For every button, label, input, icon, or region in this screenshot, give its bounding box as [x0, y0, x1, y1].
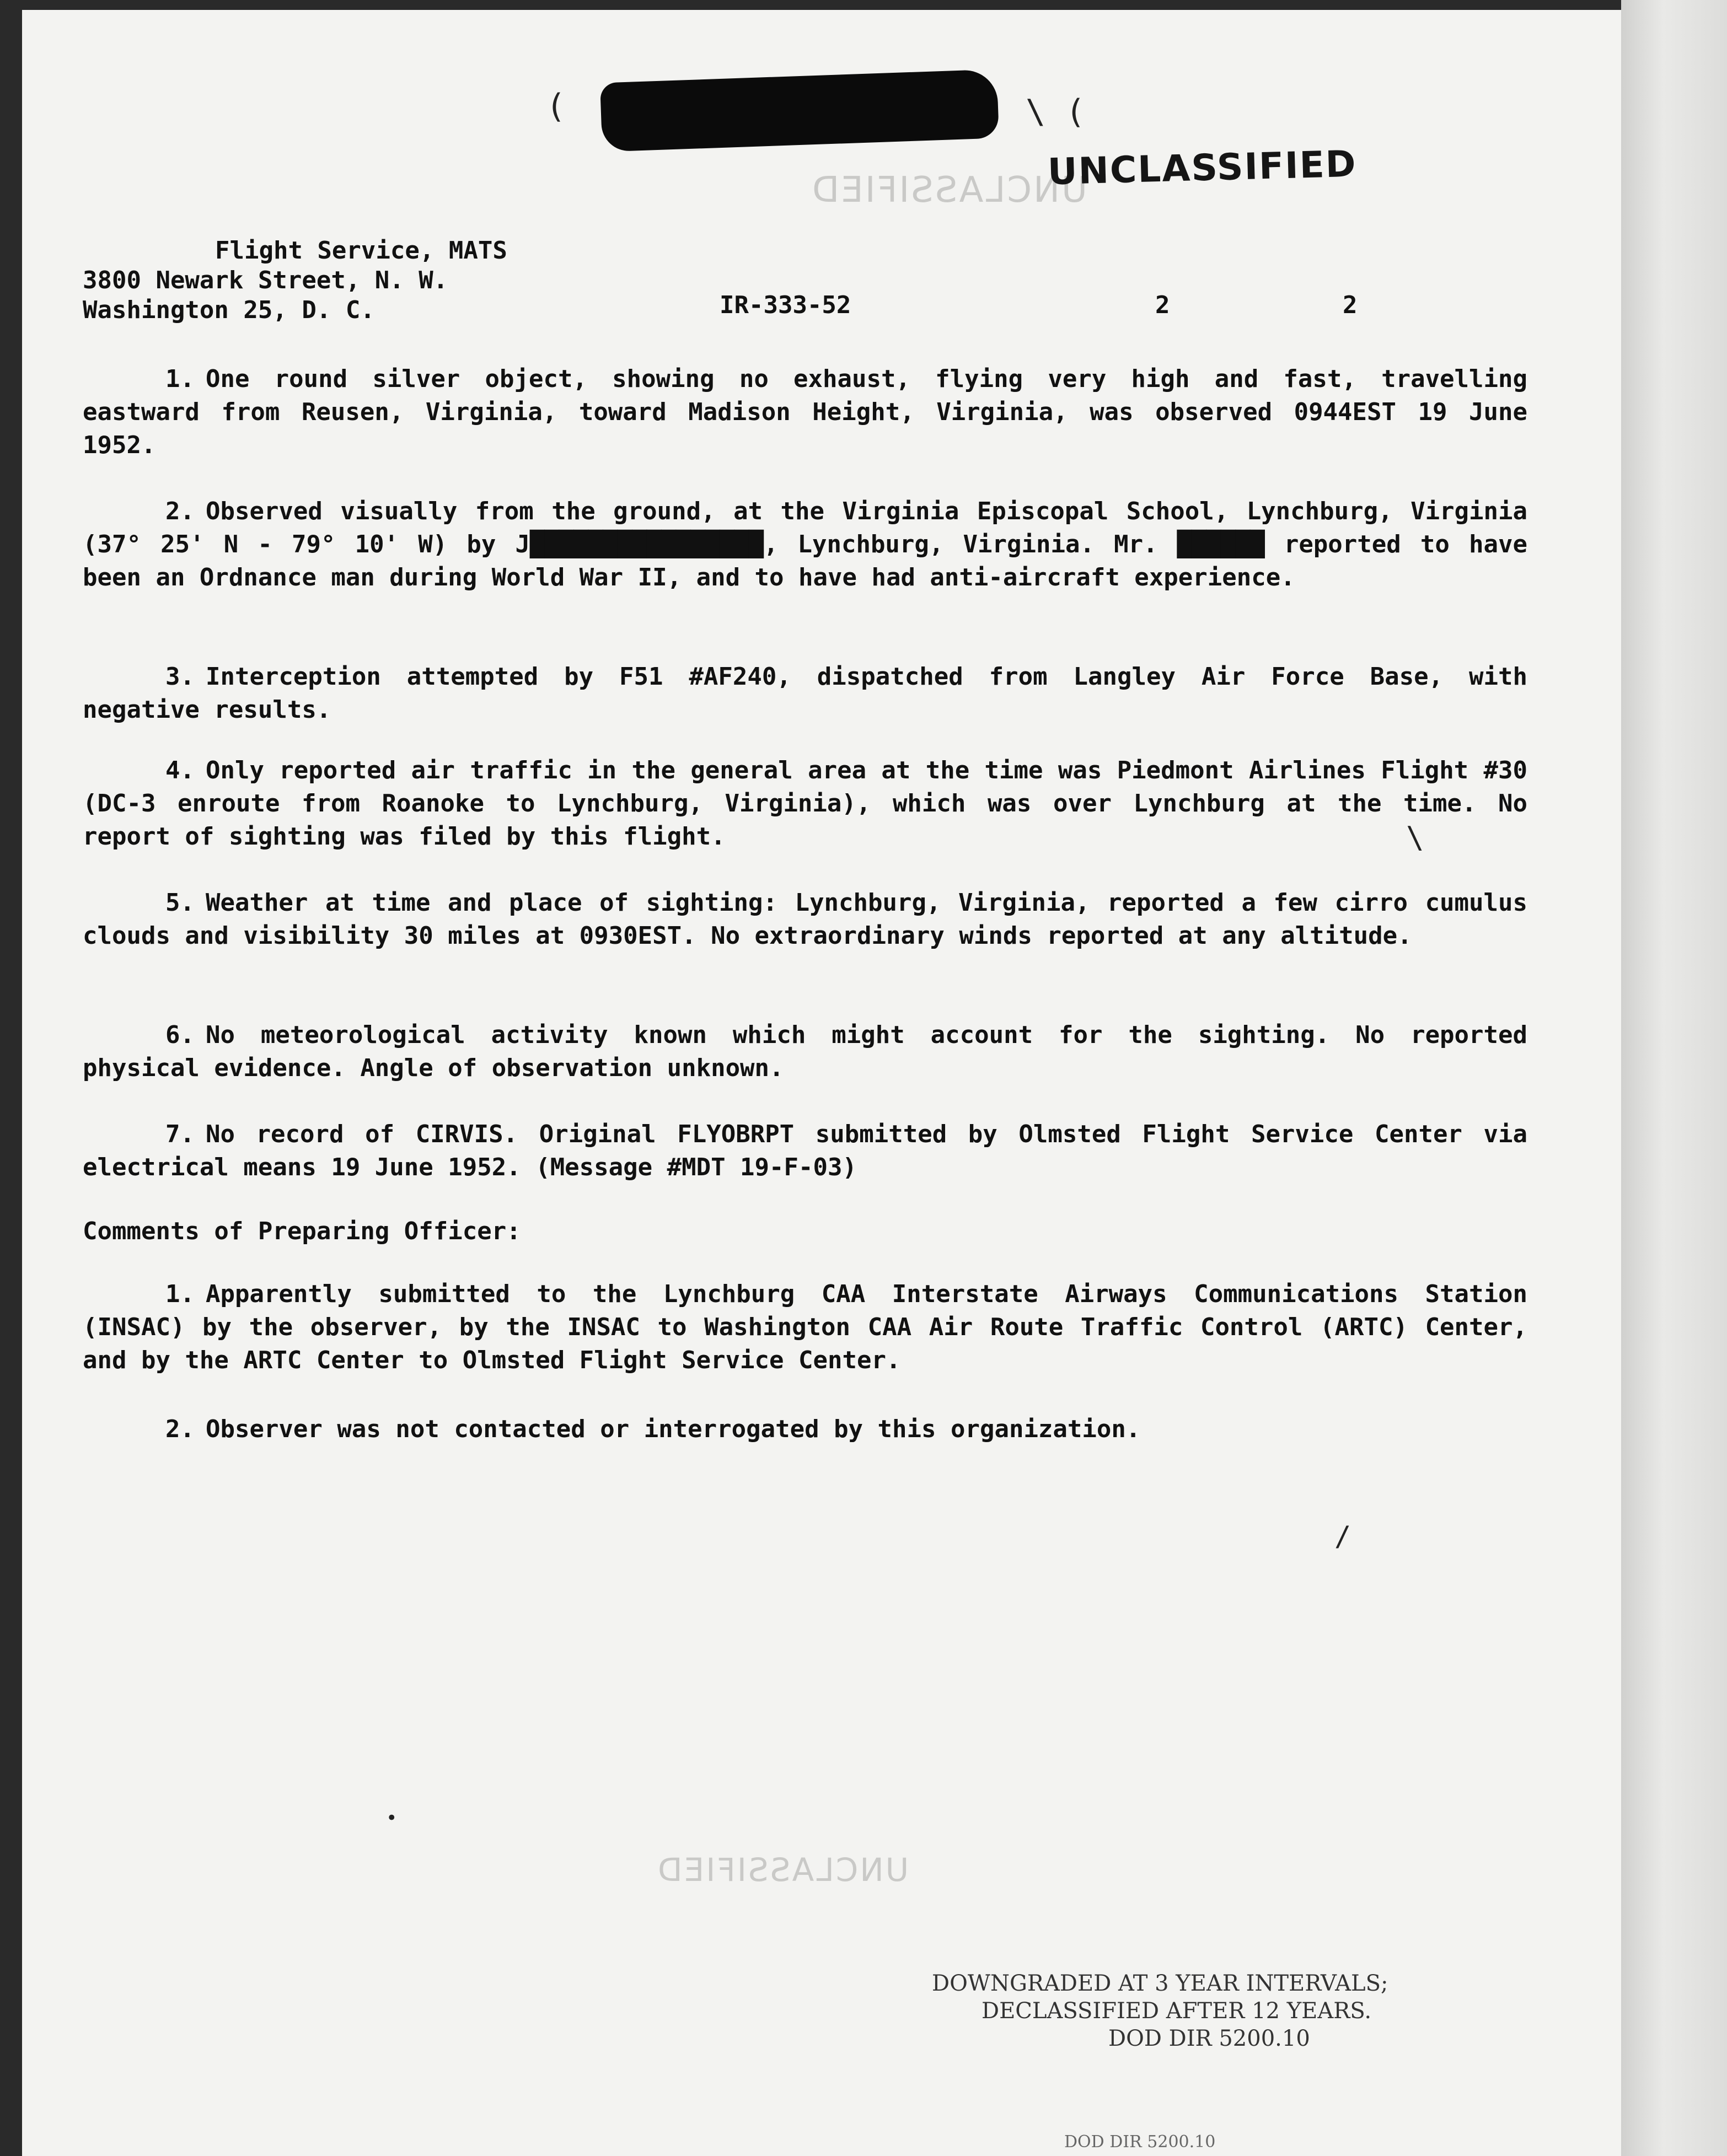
bracket-mark-right: \ ( [1026, 93, 1086, 131]
report-number: IR-333-52 [720, 291, 851, 319]
downgrade-line-2: DECLASSIFIED AFTER 12 YEARS. [982, 1998, 1372, 2024]
org-city: Washington 25, D. C. [83, 296, 375, 324]
paragraph-6 [83, 1019, 1527, 1085]
downgrade-stamp [932, 1970, 1388, 2052]
page-edge-strip [1621, 0, 1727, 2156]
paragraph-text: Observed visually from the ground, at the Virginia Episcopal School, Lynchburg, Virginia (37° 25' N - 79° 10' W) by J████████████████, Lynchburg, Virginia. Mr. ██████ reported to have been an Ordnance man during World War II, and to have had anti-aircraft experience. [83, 497, 1527, 592]
page-number-b: 2 [1343, 291, 1358, 319]
paragraph-3 [83, 660, 1527, 727]
faded-bottom-stamp: DOD DIR 5200.10 [1064, 2132, 1216, 2152]
paragraph-number: 6. [165, 1021, 195, 1049]
ghost-bleedthrough-top: UNCLASSIFIED [811, 170, 1087, 211]
comment-number: 1. [165, 1280, 195, 1308]
ghost-bleedthrough-bottom: UNCLASSIFIED [656, 1851, 909, 1889]
stray-mark: / [1334, 1520, 1351, 1552]
ink-dot: • [386, 1807, 398, 1829]
paragraph-number: 3. [165, 663, 195, 691]
classification-stamp: UNCLASSIFIED [1047, 142, 1358, 193]
org-street: 3800 Newark Street, N. W. [83, 266, 448, 294]
comment-text: Observer was not contacted or interrogated by this organization. [205, 1415, 1141, 1443]
org-name: Flight Service, MATS [215, 236, 507, 265]
paragraph-number: 5. [165, 889, 195, 917]
downgrade-line-1: DOWNGRADED AT 3 YEAR INTERVALS; [932, 1971, 1388, 1996]
paragraph-number: 1. [165, 365, 195, 393]
paragraph-number: 4. [165, 756, 195, 784]
paragraph-text: One round silver object, showing no exhaust, flying very high and fast, travelling eastward from Reusen, Virginia, toward Madison Height, Virginia, was observed 0944EST 19 June 1952. [83, 365, 1527, 459]
document-page [22, 10, 1621, 2156]
paragraph-number: 7. [165, 1120, 195, 1148]
comment-text: Apparently submitted to the Lynchburg CAA Interstate Airways Communications Station (INSAC) by the observer, by the INSAC to Washington CAA Air Route Traffic Control (ARTC) Center, and by the ARTC Center to Olmsted Flight Service Center. [83, 1280, 1527, 1374]
redaction-bar-top [600, 69, 999, 152]
paragraph-text: No meteorological activity known which might account for the sighting. No reported physical evidence. Angle of observation unknown. [83, 1021, 1527, 1082]
comment-number: 2. [165, 1415, 195, 1443]
paragraph-2 [83, 495, 1527, 594]
page-number-a: 2 [1155, 291, 1170, 319]
paragraph-text: Weather at time and place of sighting: Lynchburg, Virginia, reported a few cirro cumulus clouds and visibility 30 miles at 0930EST. No extraordinary winds reported at any altitude. [83, 889, 1527, 950]
bracket-mark-left: ( [546, 87, 566, 126]
paragraph-7 [83, 1118, 1527, 1184]
downgrade-line-3: DOD DIR 5200.10 [1108, 2026, 1310, 2051]
paragraph-5 [83, 886, 1527, 953]
stray-mark-right: \ [1406, 820, 1424, 855]
paragraph-text: Only reported air traffic in the general area at the time was Piedmont Airlines Flight #30 (DC-3 enroute from Roanoke to Lynchburg, Virginia), which was over Lynchburg at the time. No report of sighting was filed by this flight. [83, 756, 1527, 851]
comments-heading: Comments of Preparing Officer: [83, 1217, 521, 1245]
comment-1 [83, 1278, 1527, 1377]
paragraph-text: Interception attempted by F51 #AF240, dispatched from Langley Air Force Base, with negative results. [83, 663, 1527, 724]
paragraph-1 [83, 363, 1527, 462]
paragraph-4 [83, 754, 1527, 853]
header-address [83, 236, 507, 325]
paragraph-text: No record of CIRVIS. Original FLYOBRPT submitted by Olmsted Flight Service Center via electrical means 19 June 1952. (Message #MDT 19-F-03) [83, 1120, 1527, 1181]
paragraph-number: 2. [165, 497, 195, 525]
comment-2 [83, 1413, 1527, 1446]
